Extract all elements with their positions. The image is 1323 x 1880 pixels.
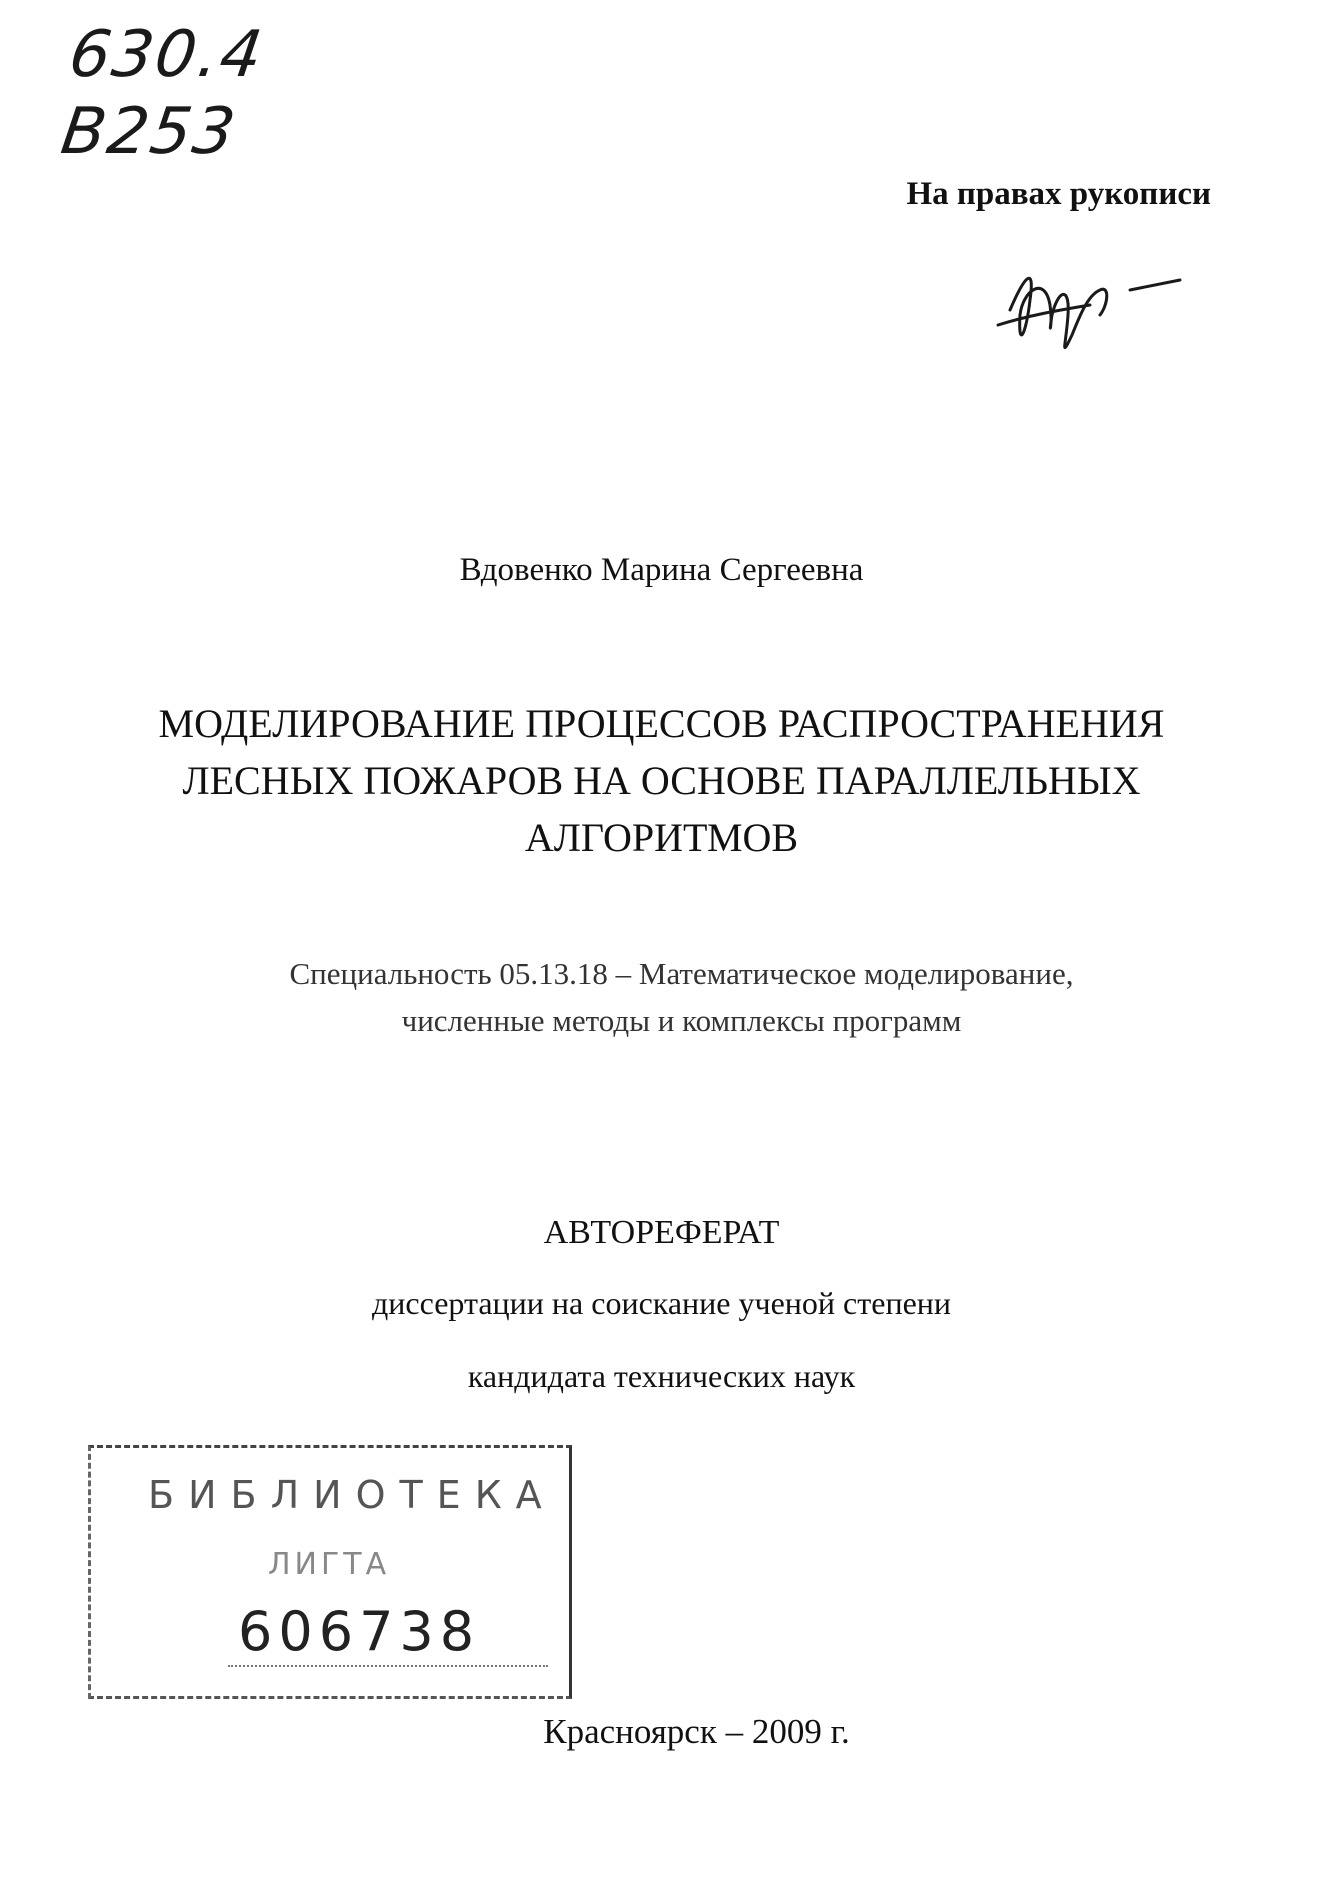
title-line: ЛЕСНЫХ ПОЖАРОВ НА ОСНОВЕ ПАРАЛЛЕЛЬНЫХ: [182, 758, 1141, 803]
specialty-line: численные методы и комплексы программ: [401, 1003, 962, 1038]
stamp-inventory-number: 606738: [238, 1600, 481, 1663]
rights-note: На правах рукописи: [906, 176, 1211, 212]
degree-line: диссертации на соискание ученой степени: [371, 1285, 952, 1321]
specialty: [0, 950, 1323, 1044]
document-type: АВТОРЕФЕРАТ: [543, 1214, 780, 1251]
library-stamp: [88, 1445, 568, 1695]
stamp-institution-label: ЛИГТА: [268, 1547, 391, 1582]
dissertation-title: [0, 695, 1323, 866]
stamp-underline: [228, 1665, 548, 1667]
call-number-line1: 630.4: [64, 18, 269, 92]
title-line: АЛГОРИТМОВ: [524, 815, 799, 860]
city-year: Красноярск – 2009 г.: [543, 1712, 850, 1751]
stamp-library-label: БИБЛИОТЕКА: [148, 1473, 556, 1517]
title-line: МОДЕЛИРОВАНИЕ ПРОЦЕССОВ РАСПРОСТРАНЕНИЯ: [158, 701, 1165, 746]
signature-icon: [990, 255, 1190, 365]
call-number-line2: В253: [56, 95, 242, 169]
degree-line: кандидата технических наук: [467, 1358, 856, 1394]
author-name: Вдовенко Марина Сергеевна: [459, 552, 864, 588]
specialty-line: Специальность 05.13.18 – Математическое моделирование,: [289, 956, 1074, 991]
